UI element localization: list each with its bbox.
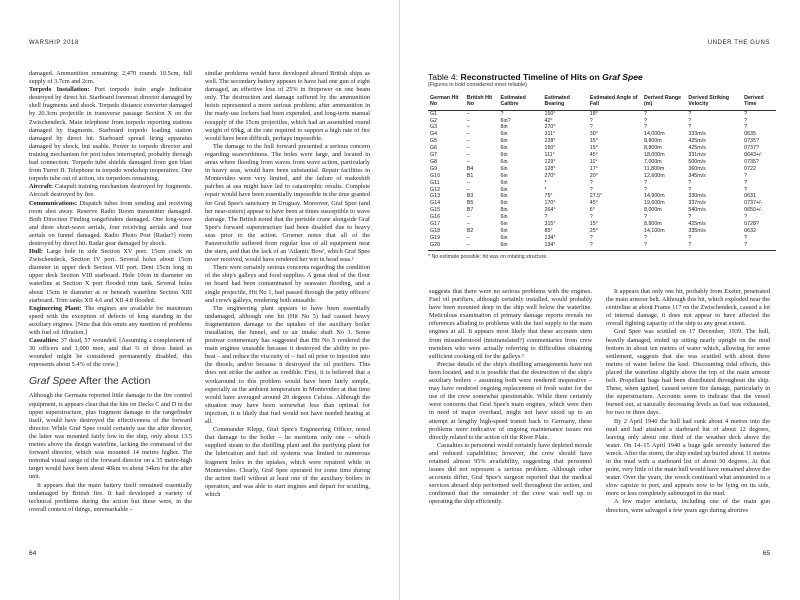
table-cell: 8,800m [644, 138, 662, 145]
table-cell: ? [744, 110, 748, 117]
table-cell: 45° [589, 152, 598, 159]
right-column-1 [429, 288, 592, 536]
table-cell: * [544, 179, 547, 186]
table-cell: 8,800m [644, 145, 662, 152]
table-cell: 7,000m [644, 158, 662, 165]
table-cell: B4 [466, 165, 474, 172]
table-cell: 425m/s [688, 138, 706, 145]
table-cell: 85° [544, 228, 553, 234]
table-cell: 6in [500, 186, 508, 193]
column-header: Derived Striking Velocity [686, 95, 742, 110]
table-cell: 20° [589, 172, 598, 179]
table-cell: B1 [466, 172, 474, 179]
table-cell: 331m/s [688, 152, 706, 159]
table-cell: G9 [430, 165, 438, 172]
table-cell: 6in [500, 221, 508, 228]
table-cell: ? [688, 234, 692, 241]
table-cell: 18° [589, 110, 598, 117]
table-cell: G18 [430, 228, 441, 234]
table-cell: 540m/s [688, 207, 706, 214]
table-row [428, 152, 776, 159]
table-cell: G1 [430, 110, 438, 117]
table-cell: 0735? [744, 138, 759, 145]
paragraph: Precise details of the ship's distilling arrangements have not been located, and it is possible that the destruction of the ship's auxiliary boilers – assuming both were rendered inoperative – may have rendered ongoing replacement of fresh water for the use of the crew somewhat questionable. While there certainly were concerns that Graf Spee's main engines, which were then in need of major overhaul, might not have stood up to an attempt at lengthy high-speed transit back to Germany, these problems were indicative of ongoing maintenance issues not directly related to the action off the River Plate. [429, 360, 592, 441]
table-cell: 264° [544, 207, 556, 214]
table-cell: 129° [544, 158, 556, 165]
table-cell: 0737+/- [744, 200, 763, 207]
table-cell: 8in [500, 207, 508, 214]
table-cell: ? [744, 186, 748, 193]
table-cell: 8,000m [644, 207, 662, 214]
running-header-right: UNDER THE GUNS [707, 40, 770, 46]
table-cell: 6in [500, 228, 508, 234]
table-cell: 0722 [744, 165, 756, 172]
left-column-2 [205, 70, 370, 536]
table-cell: – [466, 124, 470, 131]
table-cell: – [466, 110, 470, 117]
table-cell: 15° [589, 138, 598, 145]
table-row [428, 110, 776, 117]
table-cell: 0650+/- [744, 207, 763, 214]
table-cell: ? [644, 234, 647, 241]
table-row [428, 214, 776, 221]
paragraph: It appears that the main battery itself remained essentially undamaged by British fire. It had developed a variety of technical problems during the action but these were, in the overall context of things, unremarkable – [29, 481, 192, 513]
item-label: Aircraft: [29, 183, 54, 191]
table-cell: 45° [589, 200, 598, 207]
table-row [428, 242, 776, 250]
table-cell: 6in [500, 158, 508, 165]
table-cell: B7 [466, 207, 474, 214]
table-cell: – [466, 152, 470, 159]
paragraph: By 2 April 1940 the hull had sunk about 4 metres into the mud and had attained a starboard list of about 12 degrees, leaving only about one third of the weather deck above the water. On 14–15 April 1940 a huge gale severely battered the wreck. After the storm, the ship ended up buried about 11 metres in the mud with a starboard list of about 50 degrees. At that point, very little of the main hull would have remained above the water. Over the years, the wreck continued what amounted to a slow capsize to port, and appears now to be lying on its side, more or less completely submerged in the mud. [606, 417, 770, 498]
table-cell: G10 [430, 172, 441, 179]
table-cell: G14 [430, 200, 441, 207]
table-cell: 15° [589, 145, 598, 152]
table-cell: G19 [430, 234, 441, 241]
paragraph: Communications: Dispatch tubes from sending and receiving room shot away. Reserve Radio Room transmitter damaged. Both Direction Finding rangefinders damaged. One long-wave and three short-wave aerials, four receiving aerials and four aerials on funnel damaged. Radio Photo Post [Radar?] room destroyed by direct hit. Radar gear damaged by shock. [29, 199, 192, 247]
table-cell: – [466, 214, 470, 221]
table-subtitle: (Figures in bold considered most reliable) [428, 82, 527, 88]
paragraph: similar problems would have developed aboard British ships as well. The secondary battery appears to have had one gun of eight damaged, an effective loss of 25% in firepower on one beam only. The destruction and damage suffered by the ammunition hoists represented a more serious problem; after ammunition in the ready-use lockers had been expended, and long-term manual resupply of the 15cm projectiles, which had an assembled round weight of 69kg, at the rate required to support a high rate of fire would have been difficult, perhaps impossible. [205, 70, 370, 142]
table-cell: 42° [544, 117, 553, 124]
table-cell: 0735? [744, 158, 759, 165]
running-header-left: WARSHIP 2018 [29, 40, 79, 46]
table-row [428, 166, 776, 173]
table-body [428, 110, 776, 250]
table-row [428, 180, 776, 187]
table-row [428, 159, 776, 166]
table-cell: 14,100m [644, 228, 665, 234]
paragraph: Torpedo Installation: Port torpedo train angle indicator destroyed by direct hit. Starboard foremost director damaged by shell fragments and shock. Torpedo distance converter damaged by 20.3cm projectile in transverse passage Section X on the Zwischendeck. Main telephone from torpedo reporting stations damaged by fragments. Starboard torpedo loading station damaged by direct hit. Starboard spread firing apparatus damaged by shock, but usable. Power to torpedo director and training mechanism for port tubes interrupted, probably through bad connection. Torpedo tube shields damaged from gun blast from Turret II. Telephone in torpedo workshop inoperative. One torpedo tube out of action, six torpedoes remaining. [29, 86, 192, 183]
table-cell: – [466, 131, 470, 138]
table-cell: 19,600m [644, 200, 665, 207]
table-cell: 25° [589, 228, 598, 234]
table-row [428, 221, 776, 228]
column-header: Derived Range (m) [642, 95, 686, 110]
table-cell: – [466, 158, 470, 165]
table-cell: 134° [544, 234, 556, 241]
table-cell: G16 [430, 214, 441, 221]
table-row [428, 118, 776, 125]
page-number-right: 65 [762, 550, 770, 557]
table-cell: ? [688, 110, 692, 117]
table-cell: ? [589, 214, 593, 221]
table-cell: G8 [430, 158, 438, 165]
table-row [428, 228, 776, 235]
table-cell: 315° [544, 221, 556, 228]
table-row [428, 173, 776, 180]
paragraph: The damage to the hull forward presented a serious concern regarding seaworthiness. The holes were large, and located in areas where flooding from waves from wave action, particularly in heavy seas, would have been substantial. Repair facilities in Montevideo were very limited, and the failure of makeshift patches at sea might have led to catastrophic results. Complete repair would have been essentially impossible in the time granted for Graf Spee's sanctuary in Uruguay. Moreover, Graf Spee (and her near-sisters) appear to have been at times susceptible to wave damage. The British noted that the portside crane alongside Graf Spee's forward superstructure had been disabled due to heavy seas prior to the action. Groener notes that all of the Panzerschiffe suffered from regular loss of all equipment near the stern, and that the lack of an 'Atlantic Bow', which Graf Spee never received, would have rendered her wet in head seas.² [205, 142, 370, 264]
table-cell: 500m/s [688, 158, 706, 165]
table-footnote: * No estimate possible; hit was on rotating structure. [428, 253, 548, 260]
table-cell: G20 [428, 242, 465, 250]
right-column-2 [606, 288, 770, 536]
column-header: German Hit No [428, 95, 465, 110]
table-cell: 0728? [744, 221, 759, 228]
table-cell: 345m/s [688, 172, 706, 179]
table-cell: ? [589, 179, 593, 186]
table-row [428, 145, 776, 152]
table-cell: ? [500, 110, 504, 117]
table-cell: G2 [430, 117, 438, 124]
table-cell: 18,000m [644, 152, 665, 159]
table-cell: 0631 [744, 193, 756, 200]
table-cell: 150° [544, 110, 556, 117]
table-row [428, 207, 776, 214]
table-cell: 8,800m [644, 221, 662, 228]
table-cell: G6 [430, 145, 438, 152]
table-cell: 6in [500, 234, 508, 241]
table-cell: B5 [466, 200, 474, 207]
table-cell: – [466, 221, 470, 228]
table-cell: 6in [500, 138, 508, 145]
paragraph: Hull: Large hole in side Section XV port. 15cm crack on Zwischendeck, Section IV port. Several holes about 15cm diameter in upper deck Section VII port. Dent 15cm long in upper deck Section VIII starboard. Hole 10cm in diameter on waterline at Section X port flooded trim tank. Several holes about 15cm in diameter at or beneath waterline Section XIII starboard. Trim tanks XII 4.6 and XII 4.8 flooded. [29, 248, 192, 304]
paragraph: Commander Klepp, Graf Spee's Engineering Officer, noted that damage to the boiler – he mentions only one – which supplied steam to the distilling plant and the purifying plant for the lubrication and fuel oil systems was limited to numerous fragment holes in the uptakes, which were repaired while in Montevideo. Clearly, Graf Spee operated for some time during the action itself without at least one of the auxiliary boilers in operation, and was able to start engines and depart for scuttling, which [205, 426, 370, 498]
table-cell: G7 [430, 152, 438, 159]
table-cell: ? [742, 242, 776, 250]
table-cell: 311° [544, 131, 556, 138]
table-row [428, 138, 776, 145]
table-cell: G3 [430, 124, 438, 131]
table-cell: 6in [500, 214, 508, 221]
table-cell: 6° [589, 207, 595, 214]
paragraph: The engineering plant appears to have been essentially undamaged, although one hit (Hit No 5) had caused heavy fragmentation damage to the uptakes of the auxiliary boiler installation, the funnel, and to air intake shaft No 3. Some postwar commentary has suggested that Hit No 5 rendered the main engines unusable because it destroyed the ability to pre-heat – and reduce the viscosity of – fuel oil prior to injection into the diesels, and/or because it destroyed the oil purifiers. This does not strike the author as credible. First, it is believed that a workaround to this problem would have been fairly simple, especially as the ambient temperature in Montevideo at that time would have averaged around 20 degrees Celsius. Although the situation may have been somewhat less than optimal for injection, it is likely that fuel would not have needed heating at all. [205, 304, 370, 426]
table-cell: ? [688, 179, 692, 186]
table-cell: 8in [500, 124, 508, 131]
table-cell: G11 [430, 179, 440, 186]
table-cell: 111° [544, 152, 555, 159]
table-cell: 6in? [500, 117, 511, 124]
table-cell: 27.5° [589, 193, 603, 200]
table-cell: ? [686, 242, 742, 250]
table-cell: – [466, 117, 470, 124]
table-row [428, 200, 776, 207]
table-cell: ? [688, 117, 692, 124]
paragraph: Engineering Plant: The engines are available for maximum speed with the exception of defects of long standing in the auxiliary engines. [Note that this omits any mention of problems with fuel oil filtration.] [29, 304, 192, 336]
table-row [428, 235, 776, 242]
table-cell: ? [589, 124, 593, 131]
table-cell: ? [644, 186, 647, 193]
table-cell: 15° [589, 221, 598, 228]
paragraph: Casualties to personnel would certainly have depleted morale and reduced capabilities; however, the crew should have retained almost 95% availability, suggesting that personnel issues did not represent a serious problem. Although other accounts differ, Graf Spee's surgeon reported that the medical services aboard ship performed well throughout the action, and confirmed that the remainder of the crew was well up to operating the ship efficiently. [429, 441, 592, 506]
table-row [428, 187, 776, 194]
table-cell: 0635 [744, 131, 756, 138]
table-cell: 6in [500, 179, 508, 186]
table-cell: – [466, 145, 470, 152]
item-label: Casualties: [29, 337, 59, 345]
table-cell: G13 [430, 193, 441, 200]
table-cell: 0643+/- [744, 152, 763, 159]
table-cell: 6in [500, 152, 508, 159]
table-cell: 330m/s [688, 193, 706, 200]
table-cell: G15 [430, 207, 441, 214]
paragraph: Casualties: 37 dead, 57 wounded. [Assuming a complement of 30 officers and 1,000 men, and that ⅔ of those listed as wounded might be considered permanently disabled, this represents about 5.4% of the crew.] [29, 337, 192, 369]
column-header: Estimated Bearing [543, 95, 588, 110]
table-cell: ? [744, 172, 748, 179]
paragraph: Although the Germans reported little damage to the fire control equipment, is appears clear that the hits on Decks C and D in the upper superstructure, plus fragment damage to the rangefinder itself, would have destroyed the effectiveness of the forward director. While Graf Spee could certainly use the after director, the latter was mounted fairly low in the ship, only about 13.5 metres above the design waterline, lacking the command of the forward director, which was mounted 14 metres higher. The nominal visual range of the forward director on a 35 metre-high target would have been about 40km vs about 34km for the after unit. [29, 392, 192, 481]
table-cell: ? [644, 124, 647, 131]
table-cell: 6in [500, 131, 508, 138]
table-cell: 30° [589, 131, 598, 138]
table-row [428, 124, 776, 131]
page-number-left: 64 [29, 550, 37, 557]
table-cell: ? [744, 179, 748, 186]
table-cell: 170° [544, 200, 556, 207]
table-cell: 11,800m [644, 165, 665, 172]
table-cell: G5 [430, 138, 438, 145]
right-page [400, 0, 800, 600]
table-cell: 6in [500, 193, 508, 200]
table-cell: ? [589, 186, 593, 193]
table-cell: ? [744, 234, 748, 241]
table-cell: 14,000m [644, 131, 665, 138]
table-title: Table 4: Reconstructed Timeline of Hits on Graf Spee [428, 72, 643, 82]
table-cell: G4 [430, 131, 438, 138]
section-heading: Graf Spee After the Action [29, 375, 151, 388]
table-cell: B3 [466, 193, 474, 200]
table-cell: ? [642, 242, 686, 250]
item-label: Hull: [29, 248, 43, 256]
table-cell: ? [688, 214, 692, 221]
table-cell: 6in [500, 200, 508, 207]
column-header: Derived Time [742, 95, 776, 110]
paragraph: damaged. Ammunition remaining: 2,470 rounds 10.5cm, full supply of 3.7cm and 2cm. [29, 70, 192, 86]
table-cell: ? [744, 214, 748, 221]
table-cell: 6in [499, 242, 543, 250]
hits-table [428, 95, 776, 251]
table-cell: – [466, 179, 470, 186]
table-cell: 335m/s [688, 228, 706, 234]
table-cell: ? [744, 124, 748, 131]
table-cell: 6in [500, 172, 508, 179]
table-cell: 425m/s [688, 145, 706, 152]
paragraph: It appears that only one hit, probably from Exeter, penetrated the main armour belt. Although this hit, which exploded near the centreline at about Frame 117 on the Zwischendeck, caused a lot of internal damage, it does not appear to have affected the overall fighting capacity of the ship to any great extent. [606, 288, 770, 328]
paragraph: A few major artefacts, including one of the main gun directors, were salvaged a few years ago during abortive [606, 498, 770, 514]
table-cell: ? [589, 117, 593, 124]
table-cell: B2 [466, 228, 474, 234]
table-cell: ? [644, 179, 647, 186]
paragraph: Aircraft: Catapult training mechanism destroyed by fragments. Aircraft destroyed by fire. [29, 183, 192, 199]
paragraph: suggests that there were no serious problems with the engines. Fuel oil purifiers, although certainly installed, would probably have been mounted deep in the ship well below the waterline. Meticulous examination of primary damage reports reveals no references alluding to problems with the fuel supply to the main engines at all. It appears most likely that these accounts stem from misunderstood (mistranslated?) commentaries from crew members who were actually referring to difficulties obtaining sufficient cooking oil for the galleys.³ [429, 288, 592, 360]
table-cell: 11° [589, 158, 598, 165]
table-cell: 134° [543, 242, 588, 250]
table-cell: – [466, 138, 470, 145]
table-cell: 0737? [744, 145, 759, 152]
table-cell: ? [644, 117, 647, 124]
table-cell: ? [644, 214, 647, 221]
table-cell: – [465, 242, 499, 250]
table-cell: 128° [544, 165, 556, 172]
table-cell: 160° [544, 145, 556, 152]
table-cell: – [466, 186, 470, 193]
table-cell: G17 [430, 221, 441, 228]
table-cell: ? [644, 110, 647, 117]
table-cell: 425m/s [688, 221, 706, 228]
column-header: Estimated Angle of Fall [588, 95, 642, 110]
table-cell: 270° [544, 172, 556, 179]
table-cell: 6in [500, 165, 508, 172]
table-cell: 360m/s [688, 165, 706, 172]
table-cell: ? [744, 117, 748, 124]
table-cell: 228° [544, 138, 556, 145]
left-column-1 [29, 70, 192, 536]
hits-table-block [428, 72, 778, 277]
table-cell: G12 [430, 186, 441, 193]
table-cell: ? [589, 234, 593, 241]
table-cell: ? [688, 124, 692, 131]
table-row [428, 193, 776, 200]
table-cell: 75° [544, 193, 553, 200]
table-cell: 12,600m [644, 172, 665, 179]
table-cell: 270° [544, 124, 556, 131]
table-cell: * [544, 186, 547, 193]
table-cell: 14,900m [644, 193, 665, 200]
table-cell: 0632 [744, 228, 756, 234]
column-header: Estimated Calibre [499, 95, 543, 110]
table-cell: 333m/s [688, 131, 706, 138]
item-label: Engineering Plant: [29, 304, 82, 312]
table-header-row [428, 95, 776, 110]
column-header: British Hit No [465, 95, 499, 110]
table-cell: – [466, 234, 470, 241]
item-label: Communications: [29, 199, 77, 207]
paragraph: There were certainly serious concerns regarding the condition of the ship's galleys and food supplies. A great deal of the flour on board had been contaminated by seawater flooding, and a single projectile, Hit No 1, had passed through the petty officers' and crew's galleys, rendering both unusable. [205, 264, 370, 304]
table-cell: 6in [500, 145, 508, 152]
table-cell: ? [588, 242, 642, 250]
table-cell: 337m/s [688, 200, 706, 207]
table-row [428, 131, 776, 138]
paragraph: Graf Spee was scuttled on 17 December, 1939. The hull, heavily damaged, ended up sitting nearly upright on the mud bottom in about ten metres of water which, allowing for some settlement, suggests that she was scuttled with about three metres of water below the keel. Discounting tidal effects, this placed the waterline slightly above the top of the main armour belt. Propellant bags had been distributed throughout the ship. These, when ignited, caused severe fire damage, particularly in the superstructure. Accounts seem to indicate that the vessel burned out, at naturally decreasing levels as fuel was exhausted, for two or three days. [606, 328, 770, 417]
item-label: Torpedo Installation: [29, 86, 90, 94]
table-cell: 17° [589, 165, 598, 172]
table-cell: ? [544, 214, 548, 221]
table-cell: ? [688, 186, 692, 193]
